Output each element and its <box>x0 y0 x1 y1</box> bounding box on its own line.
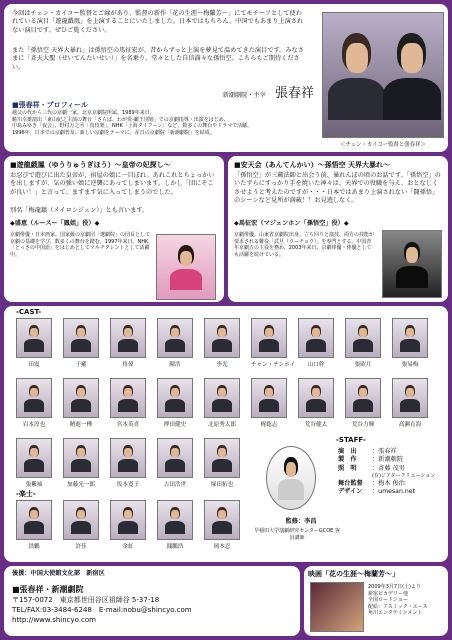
cast-photo <box>251 318 287 358</box>
actor-photo-shengjie <box>156 234 216 300</box>
intro-text-2: また「孫悟空 天界大暴れ」は孫悟空の馬征宏が、昔からずっと上演を夢見て温めてきた演目です。みなさまに「斉天大聖（せいてんたいせい）」を名乗り、堂々とした自信満々な孫悟空。こちらもご期待ください。 <box>12 47 304 71</box>
play1-text: お忍びで遊びに出た皇帝が、宿屋の娘に一目ぼれ。あれこれとちょっかいを出しますが、気の強い娘に逆襲にあってしまいます。しかし「団にそこが良い！」と言って、ますます気に入ってしまうのでした。 <box>10 172 215 196</box>
cast-photo <box>16 318 52 358</box>
signature-role: 新潮劇院・主宰 <box>222 92 266 99</box>
cast-name: 塚田拓也 <box>210 482 234 488</box>
cast-member <box>157 438 193 488</box>
movie-poster <box>310 582 364 632</box>
supervisor-org: 早稲田大学演劇研究センターGCOE 客員講師 <box>254 528 340 541</box>
staff-value: ：張春祥 <box>372 448 397 455</box>
supervisor-label: 監修：李昌 <box>285 518 317 525</box>
cast-member <box>392 378 428 428</box>
movie-line: 全国ロードショー <box>368 597 408 604</box>
cast-name: 荒谷力輝 <box>351 422 375 428</box>
staff-key: 製 作 <box>338 456 357 464</box>
play2-title: ■安天会（あんてんかい）〜孫悟空 天界大暴れ〜 <box>234 161 391 169</box>
cast-name: 洪鵬 <box>28 544 40 550</box>
cast-name: 李光 <box>216 362 228 368</box>
cast-photo <box>204 438 240 478</box>
cast-photo <box>63 378 99 418</box>
play2-text: 「孫悟空」が三蔵法師と出会う前、暴れんぼの頃のお話です。「孫悟空」のいたずらにすっかり手を焼いた神々は、天界での役職を与え、おとなしくさせようと考えたのですが・・・日本ではあまり上演されない「闘孫悟」のシーンなど見所が満載！！お見逃しなく。 <box>234 172 441 205</box>
play1-text-2: 別名「梅龍鎮（メイロンジェン）」とも言います。 <box>10 207 149 214</box>
profile-heading: ■張春祥・プロフィール <box>12 101 88 109</box>
profile-line: 蜷川幸雄演出「東山紀之主演の舞台「さらば、わが愛-覇王別姫」での京劇指導・出演をはじめ、 <box>12 116 229 123</box>
cast-member <box>251 318 296 368</box>
cast-row-2 <box>16 378 446 438</box>
cast-name: 加藤光一郎 <box>67 482 95 488</box>
cast-member <box>16 378 52 428</box>
play2-panel <box>228 156 448 302</box>
staff-key: 演 出 <box>338 448 357 455</box>
cast-member <box>392 318 428 368</box>
cast-member <box>63 438 99 488</box>
movie-line: 角川エンタテインメント <box>368 610 423 617</box>
supervisor-photo <box>266 446 316 510</box>
cast-heading: -CAST- <box>16 308 42 316</box>
cast-photo <box>345 378 381 418</box>
cast-member <box>16 318 52 368</box>
cast-member <box>16 500 52 550</box>
staff-row <box>338 456 444 464</box>
cast-photo <box>392 318 428 358</box>
staff-key: 照 明 <box>338 464 357 472</box>
cast-name: 田震 <box>28 362 40 368</box>
staff-list <box>338 448 444 497</box>
cast-member <box>110 378 146 428</box>
cast-name: チャン・チンホイ <box>251 362 296 368</box>
cast-photo <box>204 378 240 418</box>
cast-member <box>63 378 99 428</box>
cast-member <box>204 500 240 550</box>
staff-value: ：斉藤 茂男 <box>372 464 405 472</box>
cast-name: 荒谷健太 <box>304 422 328 428</box>
staff-key: デザイン <box>338 488 363 496</box>
profile-line: 越父の代から三代の京劇一家。北京京劇院所属。1989年来日。 <box>12 110 155 116</box>
signature-name: 張春祥 <box>274 86 314 101</box>
cast-name: 精進一樺 <box>69 422 93 428</box>
signature <box>164 82 314 101</box>
staff-key: 舞台監督 <box>338 479 363 487</box>
cast-name: 銭鵬浩 <box>166 544 184 550</box>
cast-name: 佟偉 <box>122 362 134 368</box>
cast-name: 許佳 <box>75 544 87 550</box>
cast-member <box>110 500 146 550</box>
play1-title: ■遊龍戯鳳（ゆうりゅうぎほう）〜皇帝の妃探し〜 <box>10 161 171 169</box>
cast-name: 坂本寛子 <box>116 482 140 488</box>
cast-member <box>63 500 99 550</box>
cast-member <box>204 318 240 368</box>
tel-email: TEL/FAX:03-3484-6248 E-mail:nobu@shincyo.com <box>12 606 192 614</box>
profile-text <box>12 110 318 136</box>
staff-value: (有)ジアタークリエーション <box>372 473 436 480</box>
play2-role: ◆馬征宏（マジェンホン「孫悟空」役）◆ <box>234 220 349 227</box>
movie-line: 2009年3月7日(土)より <box>368 584 421 590</box>
cast-member <box>251 378 287 428</box>
movie-info <box>368 584 446 617</box>
cast-name: 陳浩 <box>169 362 181 368</box>
cast-member <box>345 318 381 368</box>
cast-photo <box>16 438 52 478</box>
cast-photo <box>157 438 193 478</box>
support: 後援：中国大使館文化部 新宿区 <box>12 570 105 577</box>
actor-photo-mazhenghong <box>382 230 442 298</box>
cast-photo <box>392 378 428 418</box>
staff-row <box>338 465 444 473</box>
cast-name: 北原秀太郎 <box>208 422 236 428</box>
cast-member <box>16 438 52 488</box>
staff-row <box>338 473 444 480</box>
cast-member <box>298 378 334 428</box>
cast-member <box>110 438 146 488</box>
cast-photo <box>298 378 334 418</box>
cast-photo <box>204 318 240 358</box>
director-photo <box>322 12 444 138</box>
movie-line: 新宿ピカデリー他 <box>368 590 409 597</box>
footer-panel <box>4 566 300 636</box>
cast-photo <box>63 318 99 358</box>
cast-member <box>157 500 193 550</box>
cast-name: 張易梅 <box>401 362 419 368</box>
cast-row-4 <box>16 500 256 560</box>
cast-member <box>63 318 99 368</box>
photo-caption: ＜チェン・カイコー監督と張春祥＞ <box>340 142 426 148</box>
cast-photo <box>251 378 287 418</box>
cast-member <box>157 318 193 368</box>
cast-name: 岩本淳也 <box>22 422 46 428</box>
intro-text: 今回はチェン・カイコー監督とご縁があり、監督の新作「花の生涯〜梅蘭芳〜」にてモチーフとして使われている演目「遊龍戯鳳」を上演することにいたしました。日本ではもちろん、中国でもあまり上演されない演目です。ぜひご覧ください。 <box>12 10 304 34</box>
cast-photo <box>110 500 146 540</box>
cast-member <box>110 318 146 368</box>
play2-desc: 京劇俳優。山東省京劇院出身。立ち回りと演技、両方の技能が要求される難役「武旦（ウーチョウ）」を専門とする。中国青年京劇五の主役を務め、2003年来日。京劇俳優・俳優としても活躍を続けている。 <box>234 232 375 258</box>
cast-panel <box>4 306 448 562</box>
cast-photo <box>110 438 146 478</box>
cast-photo <box>298 318 334 358</box>
cast-photo <box>345 318 381 358</box>
staff-row <box>338 488 444 496</box>
cast-photo <box>16 500 52 540</box>
cast-member <box>345 378 381 428</box>
cast-member <box>204 378 240 428</box>
cast-name: 山口幹 <box>307 362 325 368</box>
movie-title: 映画「花の生涯〜梅蘭芳〜」 <box>308 570 399 578</box>
intro-panel <box>4 4 448 152</box>
play1-panel <box>4 156 224 302</box>
cast-row-3 <box>16 438 256 498</box>
cast-photo <box>110 378 146 418</box>
staff-value: ：新潮劇院 <box>372 456 403 464</box>
org-name: ■張春祥・新潮劇院 <box>12 585 84 594</box>
profile-line: 1996年、日本での京劇普及、新しい京劇をテーマに、在日の京劇院「新潮劇院」を結成。 <box>12 129 215 136</box>
staff-value: ：梅木 俊治 <box>372 479 405 487</box>
play1-desc: 京劇俳優・日本画家。国家級の京劇団「遼劇院」の団長として京劇の基礎を学び、数多くの舞台を踏む。1997年来日。NHK「とっさの中国語」をはじめとしてマルチタレントとして活躍中。 <box>10 232 151 258</box>
cast-photo <box>157 500 193 540</box>
cast-photo <box>16 378 52 418</box>
cast-photo <box>157 378 193 418</box>
cast-row-1 <box>16 318 446 378</box>
cast-photo <box>63 500 99 540</box>
profile-line: 中島みゆき「夜会」、野村万之丞「真伎楽」、NHK「上海タイフーン」など、数多くの舞台やドラマで活躍。 <box>12 123 253 130</box>
cast-name: 宮本英喜 <box>116 422 140 428</box>
cast-member <box>157 378 193 428</box>
cast-photo <box>63 438 99 478</box>
play1-role: ◆盛恵（ルースー「鳳姐」役）◆ <box>10 220 100 227</box>
cast-member <box>204 438 240 488</box>
gakushi-heading: -楽士- <box>16 490 36 498</box>
cast-photo <box>157 318 193 358</box>
cast-name: 高瀬育海 <box>398 422 422 428</box>
cast-photo <box>204 500 240 540</box>
cast-name: 押田健史 <box>163 422 187 428</box>
website-link[interactable]: http://www.shincyo.com <box>12 616 96 624</box>
cast-name: 吉田浩世 <box>163 482 187 488</box>
movie-panel <box>304 566 448 636</box>
staff-heading: -STAFF- <box>336 436 366 444</box>
cast-name: 金虹 <box>122 544 134 550</box>
cast-member <box>298 318 334 368</box>
cast-name: 梶聡志 <box>260 422 278 428</box>
movie-line: 配給：アスミック・エース <box>368 603 428 610</box>
cast-name: 張欧月 <box>354 362 372 368</box>
cast-name: 岡本忍 <box>213 544 231 550</box>
staff-row <box>338 480 444 488</box>
staff-value: ：umesan.net <box>372 488 416 496</box>
cast-name: 張紫袖 <box>25 482 43 488</box>
cast-photo <box>110 318 146 358</box>
cast-name: 于羅 <box>75 362 87 368</box>
address: 〒157-0072 東京都世田谷区祖師谷 5-37-18 <box>12 596 160 604</box>
